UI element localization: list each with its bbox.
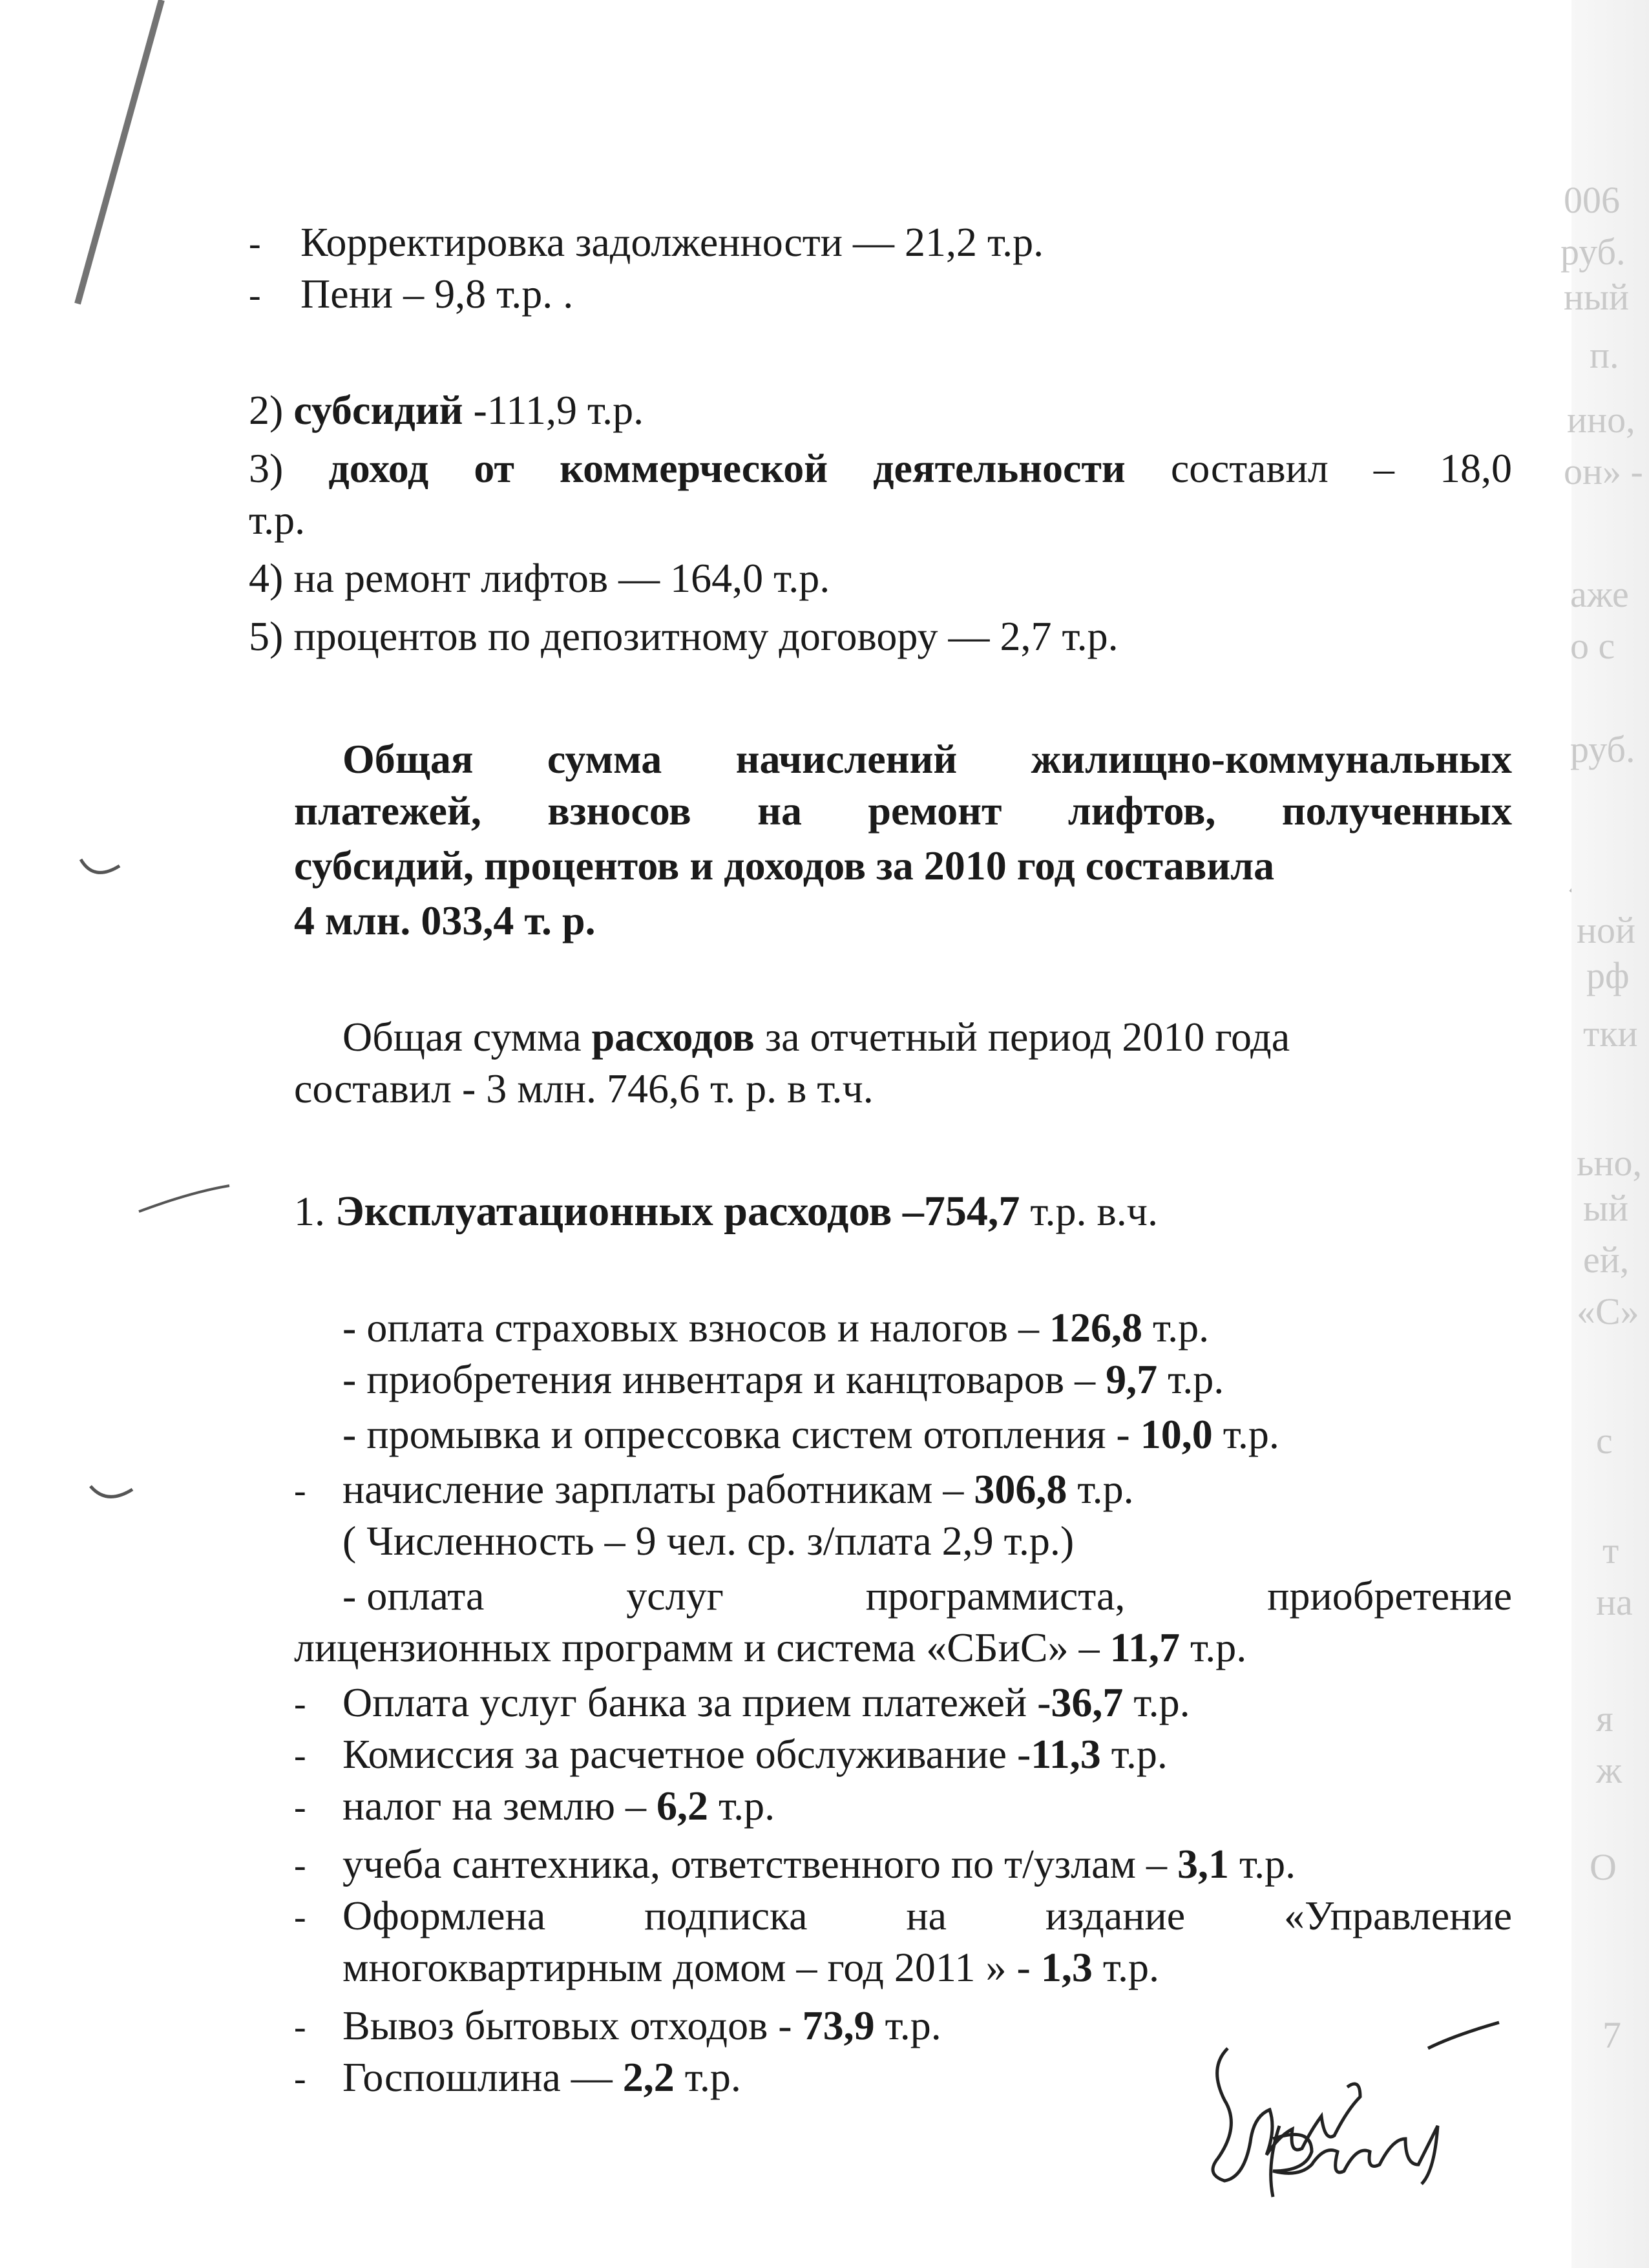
- bleed-text: ей,: [1583, 1239, 1630, 1281]
- handwritten-signature: [1202, 2010, 1512, 2223]
- total-accruals-line-2: платежей, взносов на ремонт лифтов, полученных: [294, 788, 1512, 834]
- bleed-text: ьно,: [1577, 1142, 1642, 1184]
- bleed-text: «С»: [1577, 1290, 1639, 1332]
- bleed-text: руб.: [1560, 231, 1626, 273]
- bleed-text: о с: [1570, 625, 1615, 667]
- expense-item-continuation: многоквартирным домом – год 2011 » - 1,3 т.р.: [342, 1944, 1159, 1990]
- list-dash: -: [294, 1736, 306, 1776]
- expense-item: Оформлена подписка на издание «Управление: [342, 1893, 1512, 1938]
- list-dash: -: [294, 2059, 306, 2099]
- expense-item-continuation: лицензионных программ и система «СБиС» – 11,7 т.р.: [294, 1624, 1247, 1670]
- list-dash: -: [294, 1845, 306, 1885]
- bleed-text: ж: [1596, 1749, 1623, 1791]
- total-expenses-line-1: Общая сумма расходов за отчетный период 2010 года: [342, 1014, 1290, 1060]
- list-dash: -: [294, 1684, 306, 1724]
- expense-item: - приобретения инвентаря и канцтоваров – 9,7 т.р.: [342, 1356, 1224, 1402]
- commercial-income-line: 3) доход от коммерческой деятельности составил – 18,0: [249, 445, 1512, 491]
- expense-item: начисление зарплаты работникам – 306,8 т.р.: [342, 1466, 1134, 1512]
- headcount-note: ( Численность – 9 чел. ср. з/плата 2,9 т.р.): [342, 1518, 1075, 1564]
- operating-expenses-heading: 1. Эксплуатационных расходов –754,7 т.р. в.ч.: [294, 1188, 1158, 1235]
- bleed-text: т: [1602, 1529, 1619, 1571]
- bleed-text: тки: [1583, 1013, 1638, 1055]
- commercial-income-unit: т.р.: [249, 497, 306, 543]
- bleed-text: ино,: [1567, 399, 1635, 441]
- bleed-text: 7: [1602, 2014, 1621, 2056]
- list-dash: -: [249, 275, 261, 315]
- bleed-text: О: [1590, 1846, 1617, 1888]
- list-dash: -: [294, 1787, 306, 1827]
- debt-adjustment-line: Корректировка задолженности — 21,2 т.р.: [300, 219, 1044, 265]
- expense-item: - промывка и опрессовка систем отопления - 10,0 т.р.: [342, 1411, 1279, 1457]
- expense-item: учеба сантехника, ответственного по т/узлам – 3,1 т.р.: [342, 1841, 1296, 1887]
- bleed-text: ной: [1577, 909, 1636, 951]
- bleed-text: ый: [1583, 1187, 1629, 1229]
- list-dash: -: [294, 1471, 306, 1511]
- expense-item: - оплата услуг программиста, приобретение: [342, 1573, 1512, 1619]
- bleed-text: я: [1596, 1697, 1613, 1739]
- bleed-text: он» -: [1564, 450, 1643, 492]
- expense-item: налог на землю – 6,2 т.р.: [342, 1783, 775, 1829]
- bleed-text: на: [1596, 1581, 1633, 1623]
- expense-item: Вывоз бытовых отходов - 73,9 т.р.: [342, 2002, 941, 2048]
- bleed-text: аже: [1570, 573, 1629, 615]
- bleed-text: 006: [1564, 179, 1620, 221]
- total-accruals-line-3: субсидий, процентов и доходов за 2010 год составила: [294, 843, 1275, 888]
- deposit-interest-line: 5) процентов по депозитному договору — 2,7 т.р.: [249, 613, 1119, 659]
- penalty-line: Пени – 9,8 т.р. .: [300, 271, 574, 317]
- expense-item: Комиссия за расчетное обслуживание -11,3 т.р.: [342, 1731, 1168, 1777]
- total-accruals-amount: 4 млн. 033,4 т. р.: [294, 898, 596, 943]
- total-expenses-line-2: составил - 3 млн. 746,6 т. р. в т.ч.: [294, 1066, 874, 1111]
- bleed-text: п.: [1590, 334, 1619, 376]
- expense-item: Госпошлина — 2,2 т.р.: [342, 2054, 741, 2100]
- bleed-text: с: [1596, 1420, 1613, 1462]
- bleed-text: рф: [1586, 954, 1630, 996]
- list-dash: -: [294, 2007, 306, 2047]
- expense-item: Оплата услуг банка за прием платежей -36,7 т.р.: [342, 1679, 1190, 1725]
- expense-item: - оплата страховых взносов и налогов – 126,8 т.р.: [342, 1305, 1210, 1350]
- elevator-repair-line: 4) на ремонт лифтов — 164,0 т.р.: [249, 555, 830, 601]
- subsidies-line: 2) субсидий -111,9 т.р.: [249, 387, 644, 433]
- bleed-text: ный: [1564, 276, 1630, 318]
- list-dash: -: [249, 224, 261, 264]
- list-dash: -: [294, 1897, 306, 1937]
- bleed-text: руб.: [1570, 728, 1635, 770]
- total-accruals-line-1: Общая сумма начислений жилищно-коммунальных: [342, 736, 1512, 782]
